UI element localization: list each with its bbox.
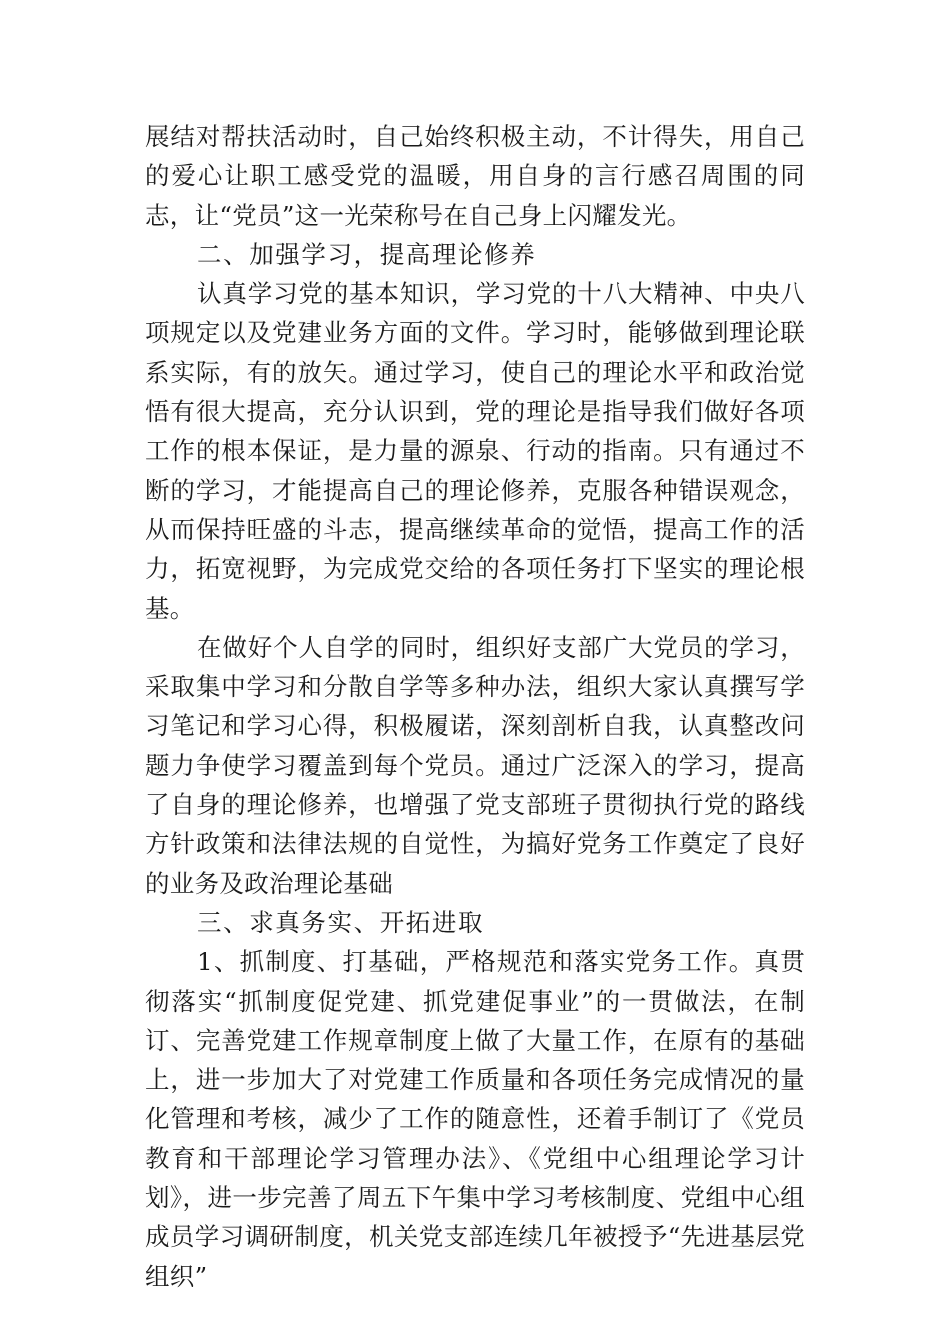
paragraph-organize-study: 在做好个人自学的同时，组织好支部广大党员的学习，采取集中学习和分散自学等多种办法，组织大家认真撰写学习笔记和学习心得，积极履诺，深刻剖析自我，认真整改问题力争使学习覆盖到每个党员。通过广泛深入的学习，提高了自身的理论修养，也增强了党支部班子贯彻执行党的路线方针政策和法律法规的自觉性，为搞好党务工作奠定了良好的业务及政治理论基础 (145, 632, 805, 898)
section-heading-2: 二、加强学习，提高理论修养 (197, 239, 537, 269)
paragraph-study-theory: 认真学习党的基本知识，学习党的十八大精神、中央八项规定以及党建业务方面的文件。学习时，能够做到理论联系实际，有的放矢。通过学习，使自己的理论水平和政治觉悟有很大提高，充分认识到，党的理论是指导我们做好各项工作的根本保证，是力量的源泉、行动的指南。只有通过不断的学习，才能提高自己的理论修养，克服各种错误观念，从而保持旺盛的斗志，提高继续革命的觉悟，提高工作的活力，拓宽视野，为完成党交给的各项任务打下坚实的理论根基。 (145, 279, 805, 623)
paragraph-continuation: 展结对帮扶活动时，自己始终积极主动，不计得失，用自己的爱心让职工感受党的温暖，用自身的言行感召周围的同志，让“党员”这一光荣称号在自己身上闪耀发光。 (145, 122, 805, 230)
section-heading-3: 三、求真务实、开拓进取 (197, 907, 485, 937)
document-page (145, 117, 805, 1296)
paragraph-system-building: 1、抓制度、打基础，严格规范和落实党务工作。真贯彻落实“抓制度促党建、抓党建促事业”的一贯做法，在制订、完善党建工作规章制度上做了大量工作，在原有的基础上，进一步加大了对党建工作质量和各项任务完成情况的量化管理和考核，减少了工作的随意性，还着手制订了《党员教育和干部理论学习管理办法》、《党组中心组理论学习计划》，进一步完善了周五下午集中学习考核制度、党组中心组成员学习调研制度，机关党支部连续几年被授予“先进基层党组织” (145, 947, 805, 1291)
